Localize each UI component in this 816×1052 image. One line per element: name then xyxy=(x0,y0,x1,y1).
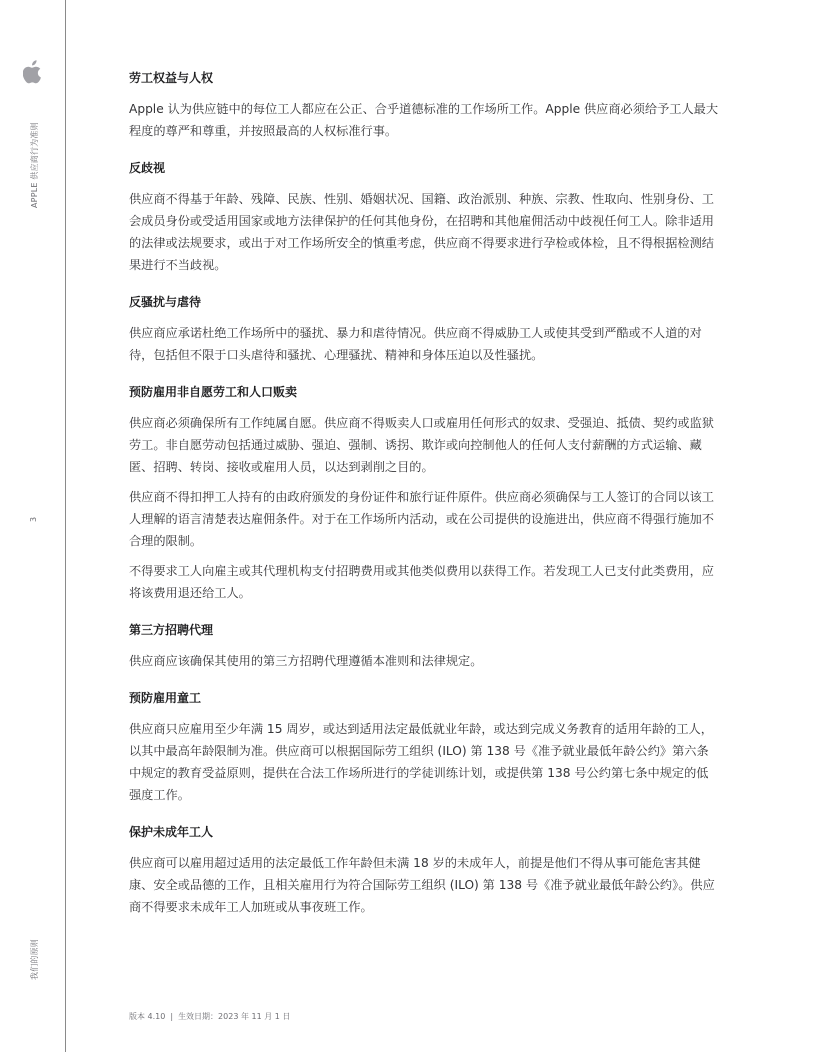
apple-logo-icon xyxy=(23,60,43,84)
section-paragraph: 供应商可以雇用超过适用的法定最低工作年龄但未满 18 岁的未成年人，前提是他们不得从事可能危害其健康、安全或品德的工作，且相关雇用行为符合国际劳工组织 (ILO) 第 138 号《准予就业最低年龄公约》。供应商不得要求未成年工人加班或从事夜班工作。 xyxy=(129,856,715,914)
section-heading: 劳工权益与人权 xyxy=(129,71,214,85)
page-number: 3 xyxy=(29,516,38,522)
footer-separator: | xyxy=(170,1012,174,1021)
section-label-vertical: 我们的原则 xyxy=(30,939,39,980)
left-margin-sidebar xyxy=(0,0,66,1052)
document-body xyxy=(129,68,719,918)
section-paragraph: 供应商应承诺杜绝工作场所中的骚扰、暴力和虐待情况。供应商不得威胁工人或使其受到严酷或不人道的对待，包括但不限于口头虐待和骚扰、心理骚扰、精神和身体压迫以及性骚扰。 xyxy=(129,326,702,362)
effective-date-label: 生效日期：2023 年 11 月 1 日 xyxy=(178,1012,291,1021)
section-paragraph: 供应商必须确保所有工作纯属自愿。供应商不得贩卖人口或雇用任何形式的奴隶、受强迫、抵债、契约或监狱劳工。非自愿劳动包括通过威胁、强迫、强制、诱拐、欺诈或向控制他人的任何人支付薪酬的方式运输、藏匿、招聘、转岗、接收或雇用人员，以达到剥削之目的。 xyxy=(129,416,714,474)
section-paragraph: 供应商不得基于年龄、残障、民族、性别、婚姻状况、国籍、政治派别、种族、宗教、性取向、性别身份、工会成员身份或受适用国家或地方法律保护的任何其他身份，在招聘和其他雇佣活动中歧视任何工人。除非适用的法律或法规要求，或出于对工作场所安全的慎重考虑，供应商不得要求进行孕检或体检，且不得根据检测结果进行不当歧视。 xyxy=(129,192,714,272)
section-paragraph: 供应商应该确保其使用的第三方招聘代理遵循本准则和法律规定。 xyxy=(129,654,483,668)
section-heading: 第三方招聘代理 xyxy=(129,623,214,637)
section-heading: 保护未成年工人 xyxy=(129,825,214,839)
section-paragraph: 供应商不得扣押工人持有的由政府颁发的身份证件和旅行证件原件。供应商必须确保与工人签订的合同以该工人理解的语言清楚表达雇佣条件。对于在工作场所内活动，或在公司提供的设施进出，供应商不得强行施加不合理的限制。 xyxy=(129,490,714,548)
document-title-vertical: APPLE 供应商行为准则 xyxy=(30,122,39,208)
section-heading: 预防雇用童工 xyxy=(129,691,202,705)
section-paragraph: 供应商只应雇用至少年满 15 周岁，或达到适用法定最低就业年龄，或达到完成义务教育的适用年龄的工人，以其中最高年龄限制为准。供应商可以根据国际劳工组织 (ILO) 第 138 号《准予就业最低年龄公约》第六条中规定的教育受益原则，提供在合法工作场所进行的学徒训练计划，或提供第 138 号公约第七条中规定的低强度工作。 xyxy=(129,722,713,802)
section-paragraph: Apple 认为供应链中的每位工人都应在公正、合乎道德标准的工作场所工作。Apple 供应商必须给予工人最大程度的尊严和尊重，并按照最高的人权标准行事。 xyxy=(129,102,719,138)
section-heading: 反骚扰与虐待 xyxy=(129,295,202,309)
section-paragraph: 不得要求工人向雇主或其代理机构支付招聘费用或其他类似费用以获得工作。若发现工人已支付此类费用，应将该费用退还给工人。 xyxy=(129,564,714,600)
page-footer xyxy=(129,1011,290,1022)
section-heading: 预防雇用非自愿劳工和人口贩卖 xyxy=(129,385,298,399)
version-label: 版本 4.10 xyxy=(129,1012,166,1021)
section-heading: 反歧视 xyxy=(129,161,166,175)
